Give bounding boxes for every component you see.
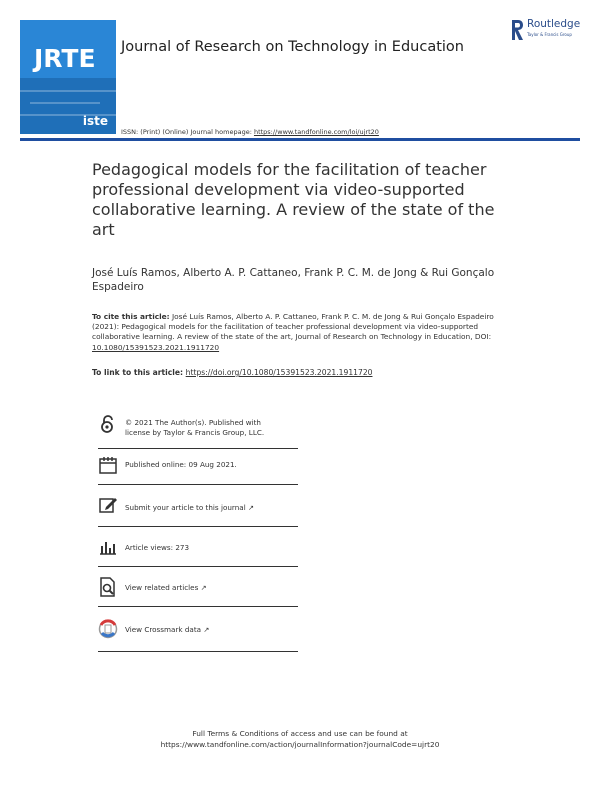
views-row (98, 537, 298, 559)
submit-article-link[interactable] (125, 503, 254, 513)
issn-label: ISSN: (Print) (Online) Journal homepage: (121, 128, 254, 136)
footer-url[interactable]: https://www.tandfonline.com/action/journalInformation?journalCode=ujrt20 (160, 740, 440, 749)
publisher-name: Routledge (527, 18, 581, 30)
issn-line (121, 128, 379, 136)
bar-chart-icon (98, 537, 118, 557)
external-link-icon: ↗ (248, 503, 255, 512)
journal-title: Journal of Research on Technology in Education (121, 39, 464, 55)
related-label: View related articles (125, 583, 199, 592)
cover-logo: JRTE (34, 44, 96, 73)
info-divider (98, 566, 298, 567)
published-row (98, 455, 298, 477)
license-line-2: license by Taylor & Francis Group, LLC. (125, 428, 265, 437)
article-link-line (92, 368, 512, 377)
related-articles-icon (98, 577, 118, 597)
crossmark-row[interactable] (98, 619, 298, 641)
article-doi-url[interactable]: https://doi.org/10.1080/15391523.2021.1911720 (185, 368, 373, 377)
license-row (98, 414, 298, 440)
crossmark-icon (98, 619, 118, 639)
info-divider (98, 448, 298, 449)
cover-badge: iste (82, 114, 108, 128)
article-views: Article views: 273 (125, 543, 190, 552)
routledge-r-icon (509, 18, 525, 42)
article-title: Pedagogical models for the facilitation of teacher professional development via video-supported collaborative learning. A review of the state of the art (92, 160, 495, 239)
header-rule (20, 138, 580, 141)
edit-icon (98, 495, 118, 515)
open-access-icon (98, 414, 118, 434)
citation-block (92, 312, 514, 353)
info-divider (98, 484, 298, 485)
info-divider (98, 606, 298, 607)
related-articles-link[interactable] (125, 583, 207, 593)
info-divider (98, 526, 298, 527)
journal-homepage-link[interactable]: https://www.tandfonline.com/loi/ujrt20 (253, 128, 379, 136)
crossmark-link[interactable] (125, 625, 209, 635)
external-link-icon: ↗ (200, 583, 207, 592)
external-link-icon: ↗ (203, 625, 210, 634)
footer (0, 728, 600, 750)
citation-text: José Luís Ramos, Alberto A. P. Cattaneo, Frank P. C. M. de Jong & Rui Gonçalo Espadeiro (2021): Pedagogical models for the facilitation of teacher professional development via video-supported collaborative learning. A review of the state of the art, Journal of Research on Technology in Education, DOI: (92, 312, 494, 342)
publisher-tagline: Taylor & Francis Group (527, 32, 572, 37)
submit-label: Submit your article to this journal (125, 503, 246, 512)
calendar-icon (98, 455, 118, 475)
license-line-1: © 2021 The Author(s). Published with (125, 418, 261, 427)
citation-label: To cite this article: (92, 312, 170, 321)
submit-row[interactable] (98, 495, 298, 517)
journal-cover-image (20, 20, 116, 134)
publisher-logo (509, 18, 589, 48)
related-row[interactable] (98, 577, 298, 599)
doi-link[interactable]: 10.1080/15391523.2021.1911720 (92, 342, 220, 352)
crossmark-label: View Crossmark data (125, 625, 202, 634)
footer-terms: Full Terms & Conditions of access and use can be found at (192, 729, 408, 738)
info-divider (98, 651, 298, 652)
article-authors: José Luís Ramos, Alberto A. P. Cattaneo, Frank P. C. M. de Jong & Rui Gonçalo Espadeiro (92, 267, 495, 293)
article-link-label: To link to this article: (92, 368, 186, 377)
published-date: Published online: 09 Aug 2021. (125, 460, 237, 469)
